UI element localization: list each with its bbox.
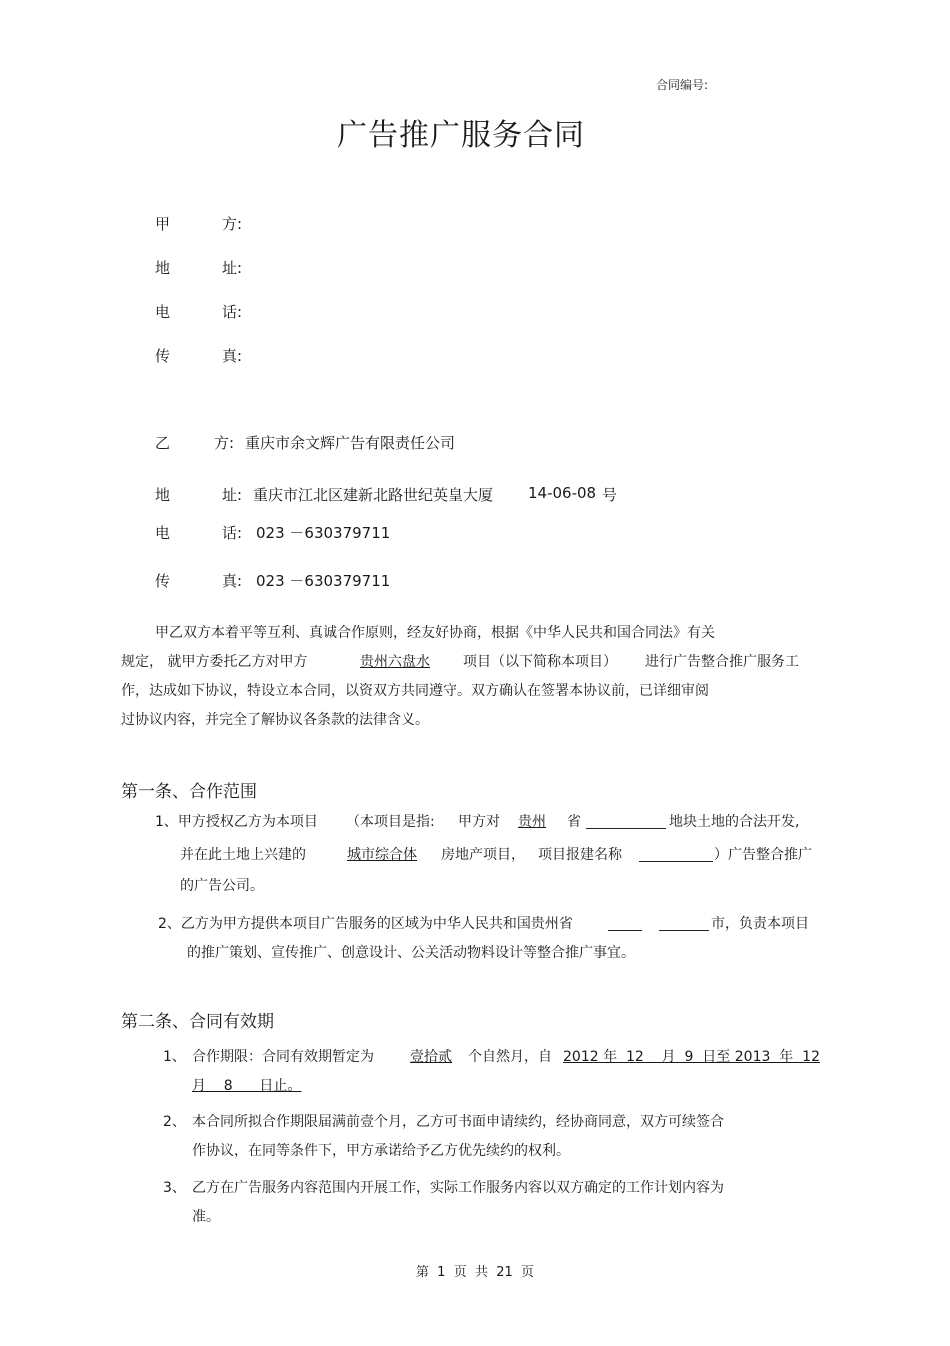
s1-p1-type-value: 城市综合体 (347, 847, 417, 863)
party-b-tel-char: 电 (155, 524, 171, 542)
party-b-tel-label: 话: (222, 524, 243, 542)
s1-p1-paren: （本项目是指: (346, 814, 435, 830)
party-b-address-room: 14-06-08 (528, 484, 597, 502)
s2-item-1-start: 合作期限：合同有效期暂定为 (192, 1049, 374, 1065)
intro-line-1: 甲乙双方本着平等互利、真诚合作原则，经友好协商，根据《中华人民共和国合同法》有关 (155, 625, 715, 641)
party-a-name-char: 甲 (155, 215, 171, 233)
s2-item-2-line1: 本合同所拟合作期限届满前壹个月，乙方可书面申请续约，经协商同意，双方可续签合 (192, 1114, 724, 1130)
intro-line-2-end: 进行广告整合推广服务工 (645, 654, 799, 670)
intro-line-2-mid: 项目（以下简称本项目） (463, 654, 617, 670)
party-b-address-suffix: 号 (602, 486, 618, 504)
s1-p1-land: 地块土地的合法开发, (669, 814, 800, 830)
party-a-fax-char: 传 (155, 347, 171, 365)
party-b-address-char: 地 (155, 486, 171, 504)
s2-item-1-mid: 个自然月，自 (468, 1049, 552, 1065)
intro-line-3: 作，达成如下协议，特设立本合同，以资双方共同遵守。双方确认在签署本协议前，已详细审阅 (121, 683, 709, 699)
party-b-fax-value: 023 －630379711 (256, 572, 391, 590)
s1-p1-project-name-label: 项目报建名称 (538, 847, 622, 863)
party-b-name-value: 重庆市余文辉广告有限责任公司 (245, 434, 456, 452)
s1-p1-line2-start: 并在此土地上兴建的 (180, 847, 306, 863)
s2-item-1-date-end: 月 8 日止。 (192, 1078, 302, 1094)
party-a-tel-label: 话: (222, 303, 243, 321)
intro-project-name: 贵州六盘水 (360, 654, 430, 670)
contract-number-label: 合同编号: (656, 78, 709, 92)
s2-item-3-line1: 乙方在广告服务内容范围内开展工作，实际工作服务内容以双方确定的工作计划内容为 (192, 1180, 724, 1196)
intro-line-2-start: 规定， 就甲方委托乙方对甲方 (121, 654, 308, 670)
s1-p1-line2-end: ）广告整合推广 (714, 847, 812, 863)
s2-item-1-number: 1、 (163, 1049, 186, 1065)
party-b-address-value: 重庆市江北区建新北路世纪英皇大厦 (253, 486, 494, 504)
party-b-tel-value: 023 －630379711 (256, 524, 391, 542)
s2-item-3-line2: 准。 (192, 1209, 220, 1225)
section-1-heading: 第一条、合作范围 (121, 782, 257, 802)
party-a-tel-char: 电 (155, 303, 171, 321)
page-footer: 第 1 页 共 21 页 (415, 1265, 535, 1280)
s1-p2-blank-1 (608, 914, 642, 931)
s2-item-1-date-start: 2012 年 12 月 9 日至 2013 年 12 (563, 1049, 820, 1065)
party-a-name-label: 方: (222, 215, 243, 233)
party-b-name-label: 方: (214, 434, 235, 452)
s1-p2-start: 2、乙方为甲方提供本项目广告服务的区域为中华人民共和国贵州省 (158, 916, 573, 932)
section-2-heading: 第二条、合同有效期 (121, 1012, 274, 1032)
party-b-address-label: 址: (222, 486, 243, 504)
party-a-fax-label: 真: (222, 347, 243, 365)
page-title: 广告推广服务合同 (337, 118, 585, 153)
s1-p1-start: 1、甲方授权乙方为本项目 (155, 814, 318, 830)
s1-p1-party: 甲方对 (458, 814, 500, 830)
s1-p1-blank-2 (639, 845, 713, 862)
party-b-fax-char: 传 (155, 572, 171, 590)
s2-item-2-number: 2、 (163, 1114, 186, 1130)
s1-p2-city: 市，负责本项目 (711, 916, 809, 932)
party-b-fax-label: 真: (222, 572, 243, 590)
s2-item-1-months: 壹拾贰 (410, 1049, 452, 1065)
party-a-address-char: 地 (155, 259, 171, 277)
party-a-address-label: 址: (222, 259, 243, 277)
s2-item-2-line2: 作协议，在同等条件下，甲方承诺给予乙方优先续约的权利。 (192, 1143, 570, 1159)
intro-line-4: 过协议内容，并完全了解协议各条款的法律含义。 (121, 712, 429, 728)
s1-p1-province-value: 贵州 (518, 814, 546, 830)
s1-p1-line3: 的广告公司。 (180, 878, 264, 894)
s1-p2-line2: 的推广策划、宣传推广、创意设计、公关活动物料设计等整合推广事宜。 (187, 945, 635, 961)
s1-p2-blank-2 (659, 914, 709, 931)
party-b-name-char: 乙 (155, 434, 171, 452)
s1-p1-realestate: 房地产项目， (441, 847, 525, 863)
s1-p1-blank-1 (586, 812, 666, 829)
s2-item-3-number: 3、 (163, 1180, 186, 1196)
s1-p1-province-label: 省 (567, 814, 581, 830)
